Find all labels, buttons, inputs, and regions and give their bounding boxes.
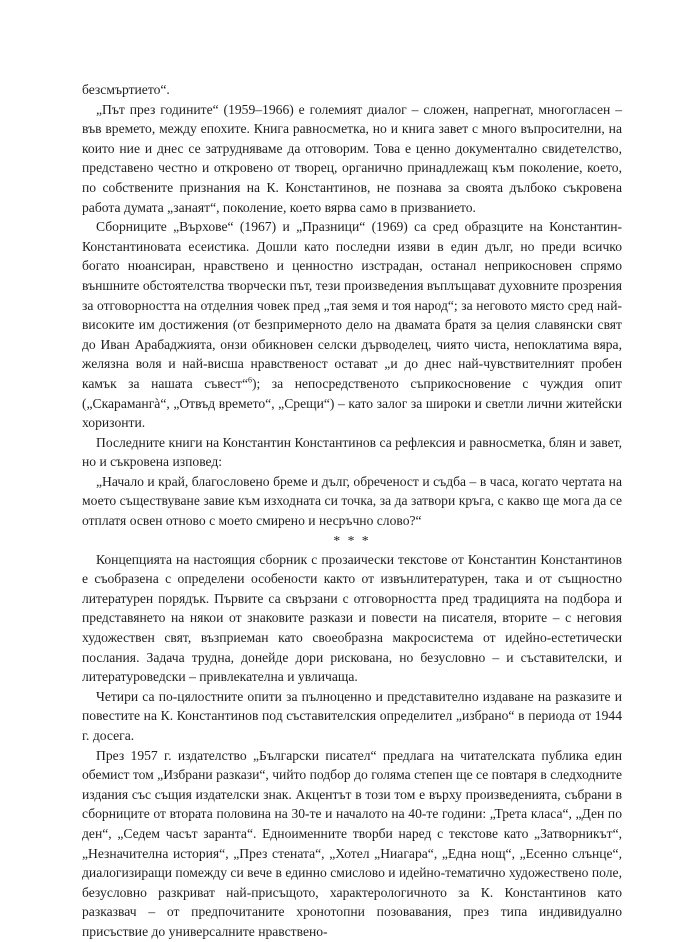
paragraph-put-prez-godinite: „Път през годините“ (1959–1966) е големият диалог – сложен, напрегнат, многогласен – във времето, между епохите. Книга равносметка, но и книга завет с много въпросителни, на които ние и днес се затрудняваме да отговорим. Това е ценно документално свидетелство, представено честно и откровено от творец, органично принадлежащ към поколение, което, по собствените признания на К. Константинов, не познава за своята дълбоко съкровена работа думата „занаят“, поколение, което вярва само в призванието. [82, 101, 622, 215]
paragraph-poslednite-knigi: Последните книги на Константин Константинов са рефлексия и равносметка, блян и завет, но и съкровена изповед: [82, 434, 622, 470]
paragraph-text-part-2: ); за непосредственото съприкосновение с чуждия опит („Скарамангà“, „Отвъд времето“, „Срещи“) – като залог за широки и светли лични житейски хоризонти. [82, 375, 622, 431]
footnote-ref: 6 [247, 375, 252, 385]
paragraph-varhove-praznitsi [82, 217, 622, 433]
paragraph-kontseptsiyata: Концепцията на настоящия сборник с прозаически текстове от Константин Константинов е съобразена с определени особености както от извънлитературен, така и от същностно литературен порядък. Първите са свързани с отговорността пред традицията на подбора и представянето на някои от знаковите разкази и повести на писателя, вторите – с неговия художествен свят, възприеман като своеобразна макросистема от идейно-естетически послания. Задача трудна, донейде дори рискована, но безусловно – и съставителски, и литературоведски – привлекателна и увличаща. [82, 551, 622, 685]
paragraph-chetiri-opita: Четири са по-цялостните опити за пълноценно и представително издаване на разказите и повестите на К. Константинов под съставителския определител „избрано“ в периода от 1944 г. досега. [82, 688, 622, 743]
paragraph-continuation: безсмъртието“. [82, 82, 170, 97]
quote-nachalo-i-kray: „Начало и край, благословено бреме и дълг, обреченост и съдба – в часа, когато чертата на моето съществуване завие към изходната си точка, за да затвори кръга, с какво ще мога да се отплатя освен отново с моето смирено и несръчно слово?“ [82, 473, 622, 529]
section-separator: * * * [333, 532, 371, 548]
paragraph-prez-1957: През 1957 г. издателство „Български писател“ предлага на читателската публика един обемист том „Избрани разкази“, чийто подбор до голяма степен ще се повтаря в следходните издания със същия издателски знак. Акцентът в този том е върху произведенията, събрани в сборниците от втората половина на 30-те и началото на 40-те години: „Трета класа“, „Ден по ден“, „Седем часът заранта“. Едноименните творби наред с текстове като „Затворникът“, „Незначителна история“, „През стената“, „Хотел „Ниагара“, „Една нощ“, „Есенно слънце“, диалогизиращи помежду си вече в единно смислово и идейно-тематично художествено поле, безусловно разкриват най-присъщото, характерологичното за К. Константинов като разказвач – от предпочитаните хронотопни позовавания, през типа индивидуално присъствие до универсалните нравствено- [82, 747, 622, 939]
paragraph-text-part-1: Сборниците „Върхове“ (1967) и „Празници“ (1969) са сред образците на Константин-Константиновата есеистика. Дошли като последни изяви в един дълг, но преди всичко богато нюансиран, нравствено и ценностно изстрадан, останал неприкосновен спрямо външните обстоятелства творчески път, тези произведения въплъщават духовните прозрения за отговорността на отделния човек пред „тая земя и тоя народ“; за неговото място сред най-високите им достижения (от безпримерното дело на двамата братя за целия славянски свят до Иван Арабаджията, онзи обикновен селски дърводелец, чиято чиста, непоклатима вяра, желязна воля и най-висша нравственост остават „и до днес най-чувствителният пробен камък за нашата съвест“ [82, 219, 622, 391]
document-page [82, 80, 622, 942]
